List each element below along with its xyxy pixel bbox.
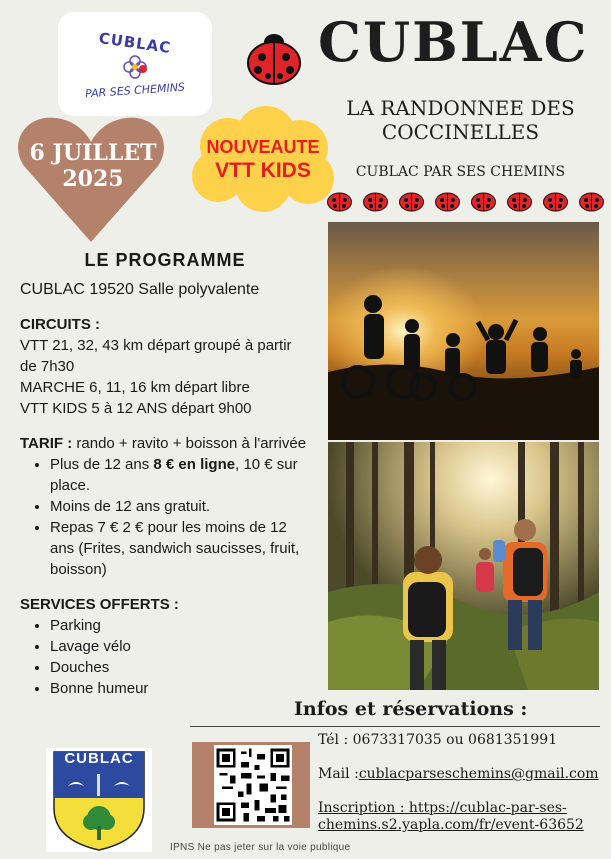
list-item: • Lavage vélo xyxy=(50,636,310,657)
email-label: Mail : xyxy=(318,766,359,782)
logo-subtitle: PAR SES CHEMINS xyxy=(84,80,186,101)
ladybug-icon xyxy=(362,190,389,212)
phone-numbers: Tél : 0673317035 ou 0681351991 xyxy=(318,732,558,748)
new-badge xyxy=(190,136,336,182)
ladybug-icon xyxy=(470,190,497,212)
list-item: • Parking xyxy=(50,615,310,636)
footer-note: IPNS Ne pas jeter sur la voie publique xyxy=(170,842,351,853)
club-logo xyxy=(58,12,212,116)
badge-line2: VTT KIDS xyxy=(215,159,311,182)
ladybug-icon xyxy=(542,190,569,212)
ladybug-icon xyxy=(578,190,605,212)
infos-title: Infos et réservations : xyxy=(294,698,528,720)
list-item: • Repas 7 € 2 € pour les moins de 12 ans (Frites, sandwich saucisses, fruit, boisson) xyxy=(50,517,310,580)
list-item: • Douches xyxy=(50,657,310,678)
ladybug-icon xyxy=(326,190,353,212)
ladybug-icon xyxy=(506,190,533,212)
programme-heading: LE PROGRAMME xyxy=(84,250,246,270)
circuit-item: MARCHE 6, 11, 16 km départ libre xyxy=(20,379,250,396)
online-price: 8 € en ligne xyxy=(153,456,236,473)
inscription-line xyxy=(318,800,584,834)
email-link[interactable]: cublacparseschemins@gmail.com xyxy=(358,766,599,782)
inscription-label: Inscription : xyxy=(318,800,409,816)
event-subtitle: LA RANDONNEE DES COCCINELLES xyxy=(346,96,575,144)
ladybug-icon xyxy=(398,190,425,212)
circuit-item: VTT KIDS 5 à 12 ANS départ 9h00 xyxy=(20,400,252,417)
tarif-item-part: , 10 € sur place. xyxy=(50,456,298,494)
date-year: 2025 xyxy=(62,166,124,192)
inscription-link[interactable]: chemins.s2.yapla.com/fr/event-63652 xyxy=(318,817,584,833)
photo-forest-hikers xyxy=(328,442,599,690)
date-day: 6 JUILLET xyxy=(29,140,157,166)
event-date xyxy=(18,140,168,192)
list-item xyxy=(50,454,310,496)
organizer: CUBLAC PAR SES CHEMINS xyxy=(355,164,566,180)
services-list xyxy=(20,615,310,699)
programme-section xyxy=(20,250,310,699)
tarif-list xyxy=(20,454,310,580)
photo-sunset-cyclists xyxy=(328,222,599,440)
tarif-label: TARIF : xyxy=(20,435,73,452)
services-label: SERVICES OFFERTS : xyxy=(20,596,179,613)
small-ladybug-icon xyxy=(138,64,148,74)
circuits-label: CIRCUITS : xyxy=(20,316,100,333)
circuit-item: VTT 21, 32, 43 km départ groupé à partir de 7h30 xyxy=(20,337,292,375)
qr-code-icon[interactable] xyxy=(214,745,292,825)
ladybug-row xyxy=(326,190,605,212)
tarif-item-part: Plus de 12 ans xyxy=(50,456,154,473)
ladybug-icon xyxy=(244,30,304,86)
email-line xyxy=(318,766,599,782)
shield-label: CUBLAC xyxy=(64,750,134,767)
badge-line1: NOUVEAUTE xyxy=(206,137,320,157)
list-item: • Moins de 12 ans gratuit. xyxy=(50,496,310,517)
ladybug-icon xyxy=(434,190,461,212)
inscription-link[interactable]: https://cublac-par-ses- xyxy=(408,800,567,816)
divider xyxy=(190,726,600,727)
logo-title: CUBLAC xyxy=(97,29,173,57)
list-item: • Bonne humeur xyxy=(50,678,310,699)
tarif-text: rando + ravito + boisson à l'arrivée xyxy=(76,435,307,452)
event-location: CUBLAC 19520 Salle polyvalente xyxy=(20,281,260,298)
page-title: CUBLAC xyxy=(318,10,589,74)
